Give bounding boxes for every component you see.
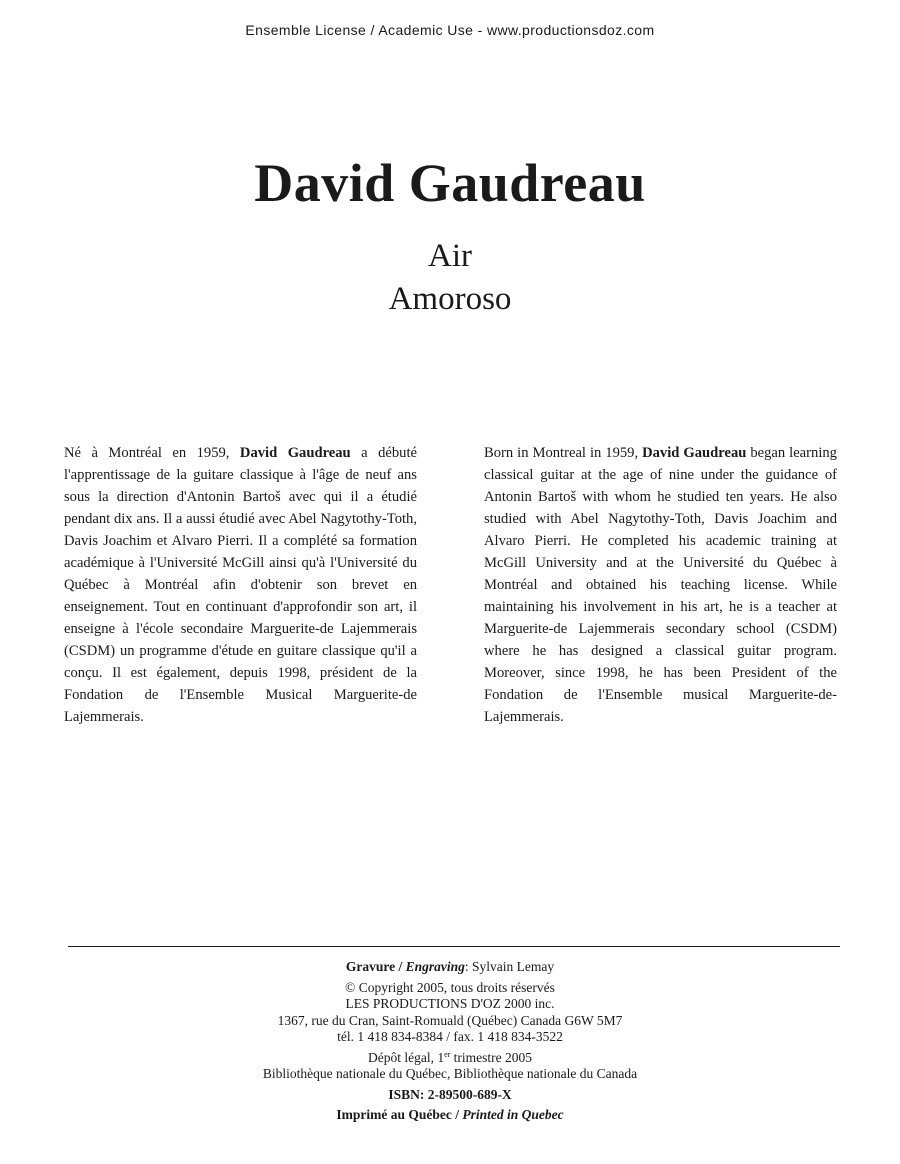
biography-english: [484, 442, 837, 728]
composer-name: David Gaudreau: [254, 153, 646, 213]
piece-title-line1: Air: [428, 238, 472, 274]
bio-en-name: David Gaudreau: [642, 445, 747, 461]
bio-fr-name: David Gaudreau: [239, 445, 351, 461]
piece-title-line2: Amoroso: [388, 281, 512, 317]
publisher-phone: tél. 1 418 834-8384 / fax. 1 418 834-3522: [337, 1029, 563, 1044]
biography-french-text: [64, 442, 417, 728]
publisher-footer: [0, 959, 900, 1124]
legal-deposit-suffix: trimestre 2005: [450, 1049, 533, 1065]
publisher-address: 1367, rue du Cran, Saint-Romuald (Québec) Canada G6W 5M7: [277, 1012, 623, 1028]
bio-en-intro: Born in Montreal in 1959,: [484, 445, 643, 461]
publisher-name: LES PRODUCTIONS D'OZ 2000 inc.: [345, 996, 555, 1011]
printed-fr: Imprimé au Québec: [336, 1107, 452, 1122]
isbn: ISBN: 2-89500-689-X: [388, 1086, 512, 1102]
legal-deposit-sup: er: [444, 1049, 451, 1059]
biography-english-text: [484, 442, 837, 728]
engraving-label-fr: Gravure: [345, 959, 396, 974]
printed-en: Printed in Quebec: [462, 1107, 564, 1122]
footer-divider: [68, 946, 840, 947]
engraving-value: : Sylvain Lemay: [464, 959, 555, 974]
printed-separator: /: [451, 1107, 463, 1122]
national-libraries: Bibliothèque nationale du Québec, Bibliothèque nationale du Canada: [262, 1066, 638, 1081]
bio-fr-intro: Né à Montréal en 1959,: [64, 445, 240, 461]
legal-deposit: [0, 1050, 900, 1067]
legal-deposit-prefix: Dépôt légal, 1: [367, 1049, 445, 1065]
engraving-label-en: Engraving: [405, 959, 465, 974]
printed-in: [0, 1107, 900, 1124]
bio-en-body: began learning classical guitar at the age of nine under the guidance of Antonin Bartoš with whom he studied ten years. He also studied with Abel Nagytothy-Toth, Davis Joachim and Alvaro Pierri. He completed his academic training at McGill University and at the Université du Québec à Montréal and obtained his teaching license. While maintaining his involvement in his art, he is a teacher at Marguerite-de Lajemmerais secondary school (CSDM) where he has designed a classical guitar program. Moreover, since 1998, he has been President of the Fondation de l'Ensemble musical Marguerite-de-Lajemmerais.: [484, 445, 837, 725]
license-header: Ensemble License / Academic Use - www.productionsdoz.com: [245, 22, 655, 38]
bio-fr-body: a débuté l'apprentissage de la guitare classique à l'âge de neuf ans sous la direction d'Antonin Bartoš avec qui il a étudié pendant dix ans. Il a aussi étudié avec Abel Nagytothy-Toth, Davis Joachim et Alvaro Pierri. Il a complété sa formation académique à l'Université McGill ainsi qu'à l'Université du Québec à Montréal afin d'obtenir son brevet en enseignement. Tout en continuant d'approfondir son art, il enseigne à l'école secondaire Marguerite-de Lajemmerais (CSDM) un programme d'étude en guitare classique qu'il a conçu. Il est également, depuis 1998, président de la Fondation de l'Ensemble Musical Marguerite-de Lajemmerais.: [64, 445, 417, 725]
biography-french: [64, 442, 417, 728]
copyright-line: © Copyright 2005, tous droits réservés: [345, 979, 555, 995]
engraving-separator: /: [395, 959, 406, 974]
engraving-credit: [0, 959, 900, 976]
